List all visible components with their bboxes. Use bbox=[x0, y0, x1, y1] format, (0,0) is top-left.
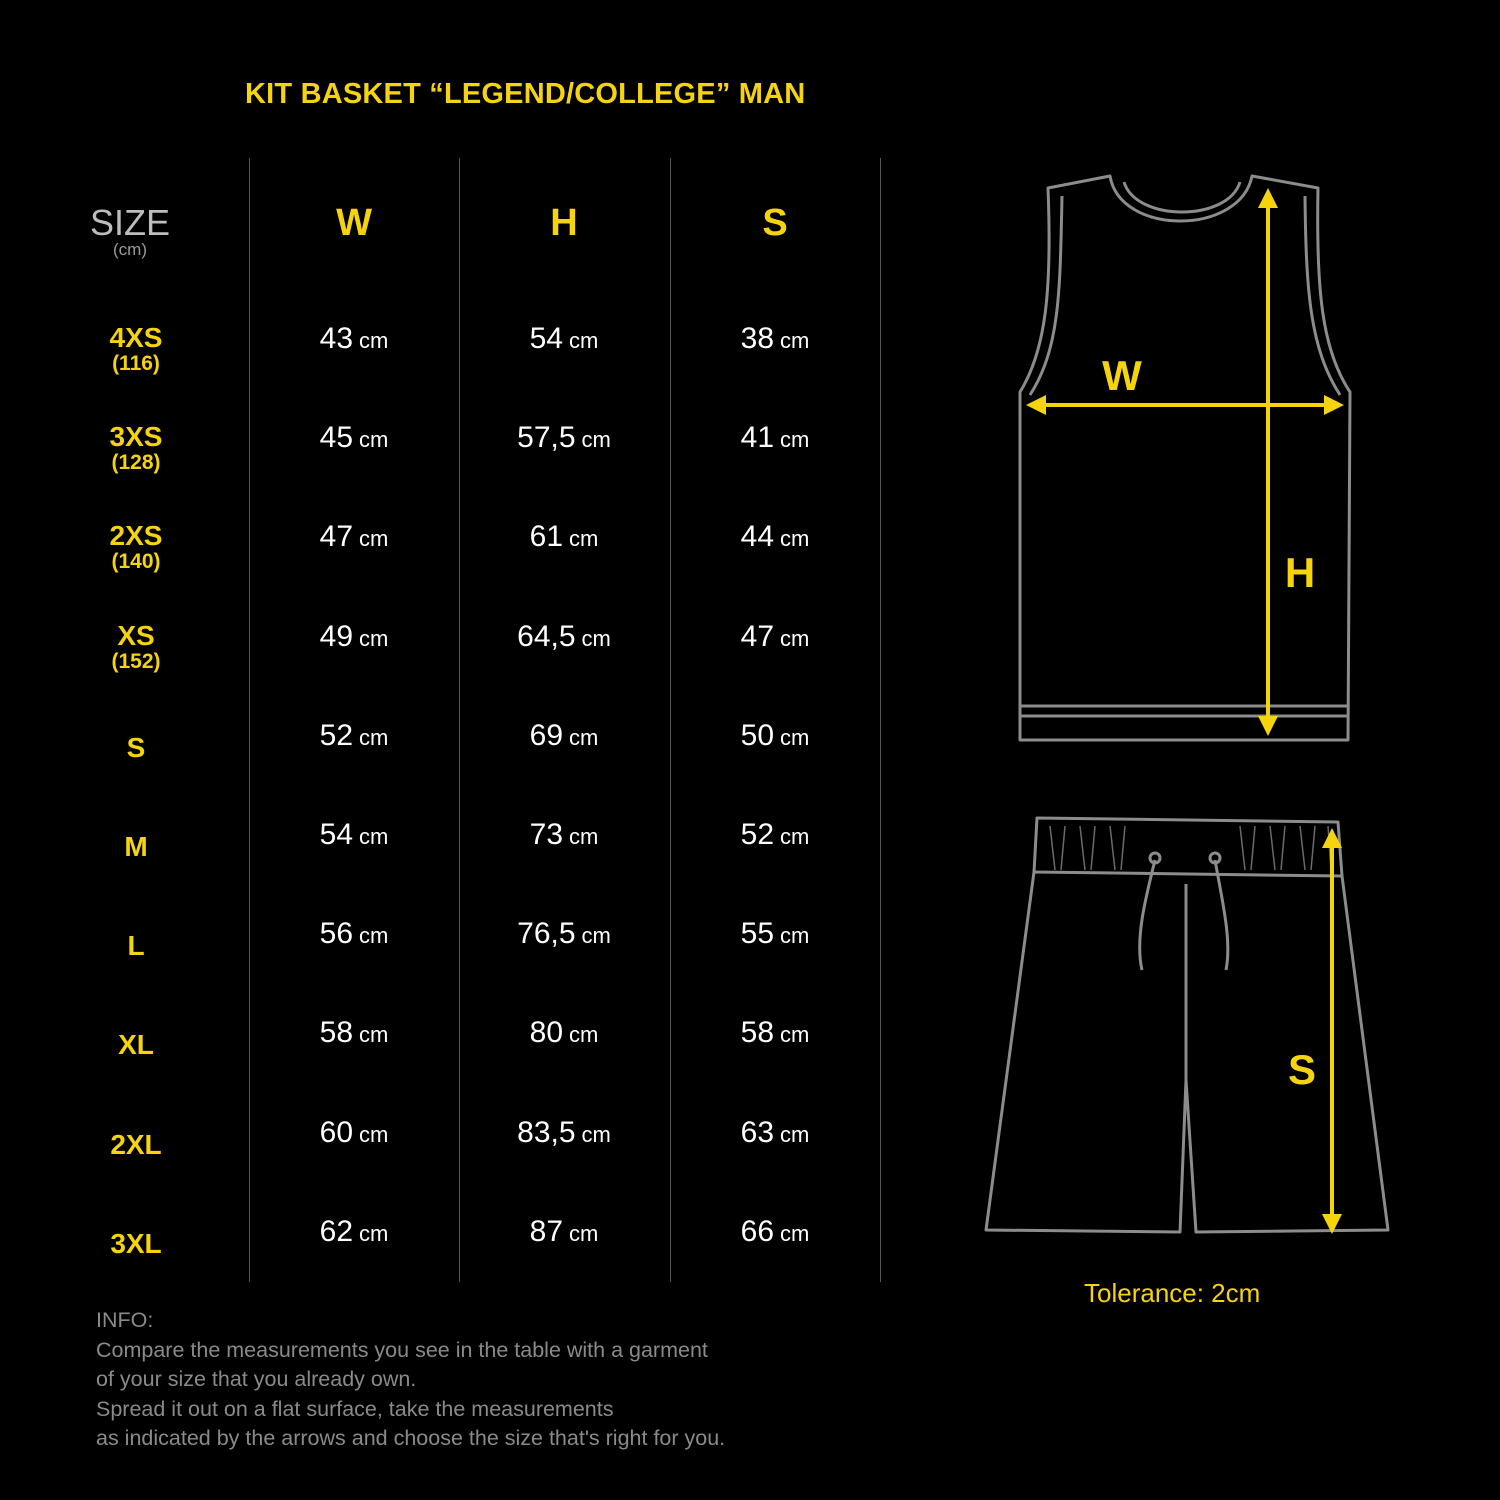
measurement-value: 57,5 bbox=[517, 421, 576, 455]
tolerance-note: Tolerance: 2cm bbox=[1084, 1278, 1261, 1308]
measurement-value: 83,5 bbox=[517, 1115, 576, 1149]
measurement-unit: cm bbox=[359, 923, 389, 949]
measurement-unit: cm bbox=[780, 526, 810, 552]
measurement-unit: cm bbox=[569, 526, 599, 552]
measurement-value: 45 bbox=[319, 421, 354, 455]
measurement-value: 60 bbox=[319, 1115, 354, 1149]
measurement-w bbox=[249, 719, 459, 753]
measurement-value: 49 bbox=[319, 619, 354, 653]
size-header-label: SIZE bbox=[89, 202, 170, 243]
size-header bbox=[60, 204, 200, 258]
measurement-s bbox=[670, 1215, 880, 1249]
measurement-unit: cm bbox=[359, 625, 389, 651]
measurement-unit: cm bbox=[780, 724, 810, 750]
measurement-h bbox=[459, 620, 669, 654]
measurement-value: 66 bbox=[740, 1214, 775, 1248]
width-label: W bbox=[1102, 352, 1142, 399]
size-label bbox=[60, 422, 212, 474]
measurement-w bbox=[249, 1215, 459, 1249]
measurement-s bbox=[670, 620, 880, 654]
measurement-value: 80 bbox=[529, 1016, 564, 1050]
size-header-unit: (cm) bbox=[113, 240, 147, 259]
size-label bbox=[60, 1030, 212, 1060]
measurement-unit: cm bbox=[780, 427, 810, 453]
measurement-value: 47 bbox=[319, 520, 354, 554]
measurement-unit: cm bbox=[569, 724, 599, 750]
measurement-value: 64,5 bbox=[517, 619, 576, 653]
measurement-unit: cm bbox=[359, 526, 389, 552]
measurement-value: 76,5 bbox=[517, 917, 576, 951]
measurement-value: 43 bbox=[319, 322, 354, 355]
measurement-value: 38 bbox=[740, 322, 775, 355]
size-label bbox=[60, 1229, 212, 1259]
measurement-unit: cm bbox=[780, 824, 810, 849]
measurement-unit: cm bbox=[780, 1022, 810, 1048]
size-age: (152) bbox=[111, 649, 161, 673]
size-label bbox=[60, 931, 212, 961]
measurement-value: 54 bbox=[319, 818, 354, 851]
measurement-unit: cm bbox=[359, 1121, 389, 1147]
page-title: KIT BASKET “LEGEND/COLLEGE” MAN bbox=[245, 78, 806, 110]
measurement-unit: cm bbox=[581, 625, 611, 651]
measurement-h bbox=[459, 1116, 669, 1150]
info-line: Compare the measurements you see in the table with a garment bbox=[96, 1337, 708, 1362]
size-age: (140) bbox=[111, 550, 161, 574]
measurement-w bbox=[249, 917, 459, 951]
size-name: L bbox=[127, 930, 145, 962]
measurement-value: 63 bbox=[740, 1115, 775, 1149]
measurement-s bbox=[670, 520, 880, 554]
info-text bbox=[96, 1306, 725, 1454]
size-label bbox=[60, 621, 212, 673]
size-age: (128) bbox=[111, 451, 161, 475]
measurement-h bbox=[459, 1215, 669, 1249]
measurement-value: 52 bbox=[740, 818, 775, 851]
size-name: XL bbox=[118, 1029, 154, 1061]
height-label: H bbox=[1284, 549, 1316, 596]
measurement-s bbox=[670, 917, 880, 951]
column-header-s: S bbox=[762, 202, 788, 244]
measurement-h bbox=[459, 1016, 669, 1050]
measurement-unit: cm bbox=[780, 1220, 810, 1246]
measurement-value: 69 bbox=[529, 718, 564, 752]
size-name: XS bbox=[117, 619, 155, 651]
column-header-h: H bbox=[550, 202, 578, 244]
measurement-h bbox=[459, 520, 669, 554]
garment-diagram bbox=[960, 150, 1420, 1260]
size-name: S bbox=[126, 731, 146, 763]
measurement-unit: cm bbox=[780, 625, 810, 651]
measurement-unit: cm bbox=[569, 1220, 599, 1246]
info-line: of your size that you already own. bbox=[96, 1367, 417, 1391]
measurement-value: 61 bbox=[529, 520, 564, 554]
measurement-value: 87 bbox=[529, 1214, 564, 1248]
measurement-value: 54 bbox=[529, 322, 564, 355]
measurement-h bbox=[459, 917, 669, 951]
measurement-w bbox=[249, 1016, 459, 1050]
size-name: 3XL bbox=[110, 1227, 162, 1259]
info-line: as indicated by the arrows and choose the size that's right for you. bbox=[96, 1426, 726, 1450]
measurement-h bbox=[459, 719, 669, 753]
measurement-value: 56 bbox=[319, 917, 354, 951]
measurement-unit: cm bbox=[581, 1121, 611, 1147]
size-name: M bbox=[124, 831, 148, 862]
measurement-w bbox=[249, 1116, 459, 1150]
measurement-value: 41 bbox=[740, 421, 775, 455]
shorts-length-label: S bbox=[1287, 1046, 1317, 1093]
measurement-value: 44 bbox=[740, 520, 775, 554]
measurement-unit: cm bbox=[359, 724, 389, 750]
info-line: Spread it out on a flat surface, take the measurements bbox=[96, 1396, 614, 1421]
measurement-unit: cm bbox=[581, 923, 611, 949]
measurement-unit: cm bbox=[359, 328, 389, 353]
measurement-unit: cm bbox=[780, 923, 810, 949]
size-label bbox=[60, 832, 212, 862]
measurement-value: 58 bbox=[740, 1016, 775, 1050]
measurement-w bbox=[249, 322, 459, 356]
measurement-value: 50 bbox=[740, 718, 775, 752]
measurement-value: 47 bbox=[740, 619, 775, 653]
size-name: 4XS bbox=[109, 322, 163, 353]
tank-top-icon bbox=[1020, 176, 1350, 740]
measurement-unit: cm bbox=[569, 824, 599, 849]
size-label bbox=[60, 521, 212, 573]
size-name: 2XL bbox=[110, 1128, 162, 1160]
measurement-value: 55 bbox=[740, 917, 775, 951]
measurement-unit: cm bbox=[359, 1022, 389, 1048]
measurement-unit: cm bbox=[359, 427, 389, 453]
measurement-w bbox=[249, 818, 459, 852]
measurement-value: 52 bbox=[319, 718, 354, 752]
column-header-w: W bbox=[336, 202, 372, 244]
measurement-w bbox=[249, 421, 459, 455]
size-label bbox=[60, 323, 212, 375]
measurement-h bbox=[459, 421, 669, 455]
measurement-s bbox=[670, 1116, 880, 1150]
measurement-h bbox=[459, 818, 669, 852]
size-label bbox=[60, 1130, 212, 1160]
measurement-unit: cm bbox=[780, 328, 810, 353]
measurement-h bbox=[459, 322, 669, 356]
measurement-w bbox=[249, 620, 459, 654]
measurement-unit: cm bbox=[359, 824, 389, 849]
shorts-icon bbox=[986, 818, 1388, 1232]
measurement-unit: cm bbox=[359, 1220, 389, 1246]
size-label bbox=[60, 733, 212, 763]
measurement-s bbox=[670, 719, 880, 753]
measurement-value: 73 bbox=[529, 818, 564, 851]
measurement-unit: cm bbox=[780, 1121, 810, 1147]
measurement-w bbox=[249, 520, 459, 554]
size-name: 3XS bbox=[109, 421, 163, 453]
measurement-unit: cm bbox=[569, 1022, 599, 1048]
size-age: (116) bbox=[112, 352, 160, 375]
measurement-unit: cm bbox=[581, 427, 611, 453]
measurement-s bbox=[670, 322, 880, 356]
size-name: 2XS bbox=[109, 520, 163, 552]
measurement-unit: cm bbox=[569, 328, 599, 353]
measurement-s bbox=[670, 1016, 880, 1050]
measurement-s bbox=[670, 818, 880, 852]
column-divider bbox=[880, 158, 881, 1282]
info-heading: INFO: bbox=[96, 1308, 154, 1332]
measurement-value: 58 bbox=[319, 1016, 354, 1050]
measurement-value: 62 bbox=[319, 1214, 354, 1248]
measurement-s bbox=[670, 421, 880, 455]
